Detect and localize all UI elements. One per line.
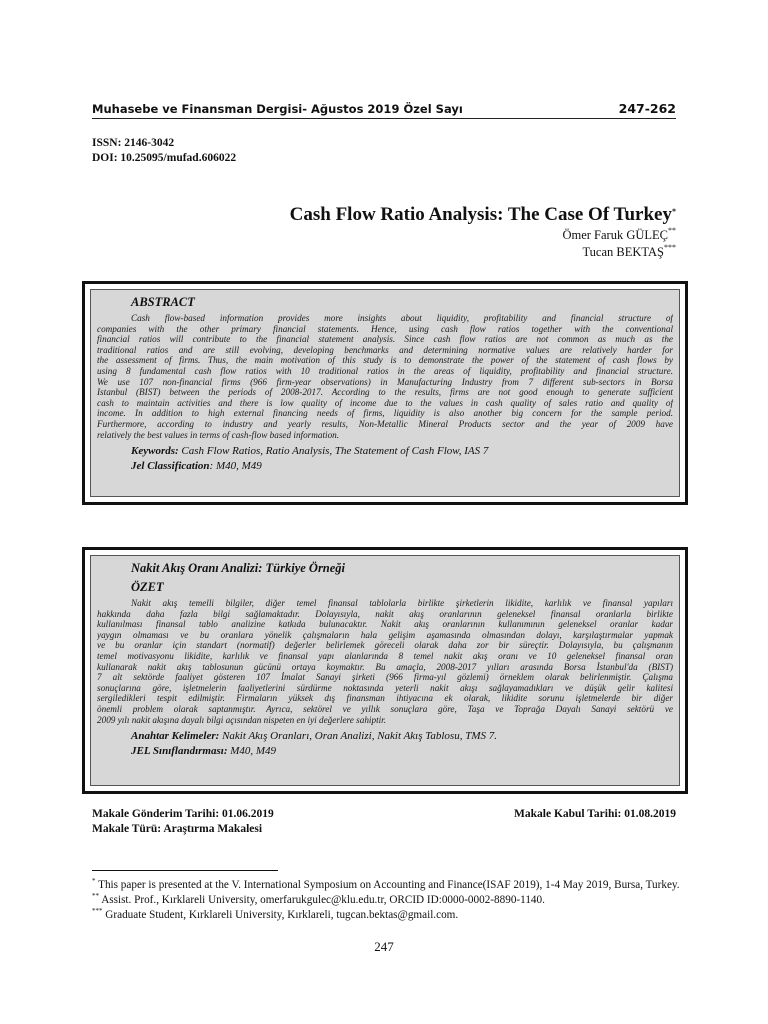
footnote: ** Assist. Prof., Kırklareli University, omerfarukgulec@klu.edu.tr, ORCID ID:0000-0002-8890-1140. [92, 892, 545, 906]
journal-title: Muhasebe ve Finansman Dergisi- Ağustos 2019 Özel Sayı [92, 102, 463, 116]
abstract-line: companies with the other primary financial statements. Hence, using cash flow ratios together with the conventional [97, 323, 673, 334]
abstract-line: We use 107 non-financial firms (966 firm-year observations) in Manufacturing Industry from 7 different sub-sectors in Borsa [97, 376, 673, 387]
ozet-line: sergiledikleri tespit edilmiştir. Firmaların yüksek dış finansman ihtiyacına ek olarak, likidite sorunu işletmelerde bir diğer [97, 693, 673, 704]
ozet-keywords: Anahtar Kelimeler: Nakit Akış Oranları, Oran Analizi, Nakit Akış Tablosu, TMS 7. [131, 730, 497, 743]
ozet-jel: JEL Sınıflandırması: M40, M49 [131, 745, 277, 758]
ozet-line: hakkında daha fazla bilgi sağlamaktadır. Dolayısıyla, nakit akış oranlarının geleneksel finansal oranlarla birlikte [97, 608, 673, 619]
abstract-box [82, 281, 688, 505]
ozet-heading: ÖZET [131, 580, 164, 594]
footnote-rule [92, 870, 278, 871]
abstract-line: relatively the best values in terms of cash-flow based information. [97, 429, 340, 440]
ozet-line: sonuçlarına göre, işletmelerin faaliyetlerini sürdürme noktasında yeterli nakit akışı sağlayamadıkları ve düşük gelir kalitesi [97, 682, 673, 693]
identifiers [92, 136, 236, 166]
footnote: *** Graduate Student, Kırklareli University, Kırklareli, tugcan.bektas@gmail.com. [92, 907, 459, 921]
abstract-jel: Jel Classification: M40, M49 [131, 460, 262, 473]
ozet-title: Nakit Akış Oranı Analizi: Türkiye Örneği [131, 561, 346, 575]
abstract-heading: ABSTRACT [131, 295, 195, 309]
paper-title: Cash Flow Ratio Analysis: The Case Of Turkey* [289, 204, 676, 225]
abstract-line: cash to maintain activities and there is low quality of income due to the values in cash quality of sales ratio and quality of [97, 397, 673, 408]
ozet-line: 2009 yılı nakit akışına dayalı bilgi açısından nispeten en iyi değerlere sahiptir. [97, 714, 387, 725]
author-1: Ömer Faruk GÜLEÇ** [562, 226, 676, 242]
page-number: 247 [374, 939, 394, 954]
abstract-line: Furthermore, according to industry and yearly results, Non-Metallic Mineral Products sector and the year of 2009 have [97, 418, 673, 429]
footnote: * This paper is presented at the V. International Symposium on Accounting and Finance(ISAF 2019), 1-4 May 2019, Bursa, Turkey. [92, 877, 680, 891]
author-2: Tucan BEKTAŞ*** [582, 243, 676, 259]
ozet-line: Nakit akış temelli bilgiler, diğer temel finansal tablolarla birlikte şirketlerin likidite, karlılık ve finansal yapıları [131, 598, 673, 608]
abstract-keywords: Keywords: Cash Flow Ratios, Ratio Analysis, The Statement of Cash Flow, IAS 7 [131, 445, 489, 458]
submission-date: Makale Gönderim Tarihi: 01.06.2019 [92, 808, 274, 820]
ozet-line: kullanılması finansal tablo analizine katkıda bulunacaktır. Nakit akış oranlarının kullanımının geleneksel oranlar kadar [97, 619, 673, 630]
ozet-body [97, 598, 673, 725]
ozet-box [82, 547, 688, 794]
footnotes [92, 878, 692, 923]
abstract-line: Istanbul (BIST) between the periods of 2008-2017. According to the results, firms are not good enough to generate sufficient [97, 387, 673, 398]
ozet-line: ve bu oranlar için standart (normatif) değerler belirlemek göreceli olarak daha zor bir süreçtir. Dolayısıyla, bu çalışmanın [97, 640, 673, 651]
abstract-line: using 8 fundamental cash flow ratios with 10 traditional ratios in the areas of liquidity, profitability and financial structure. [97, 365, 673, 376]
page-range: 247-262 [618, 101, 676, 116]
doi: DOI: 10.25095/mufad.606022 [92, 152, 237, 164]
author-1-footnote-mark: ** [668, 226, 676, 235]
abstract-line: the assessment of firms. Thus, the main motivation of this study is to demonstrate the power of the statement of cash flows by [97, 355, 673, 366]
ozet-line: önemli problem olarak saptanmıştır. Ayrıca, sektörel ve yıllık sonuçlara göre, Taşa ve Toprağa Dayalı Sanayi sektörü ve [97, 703, 673, 714]
running-header [92, 101, 676, 119]
abstract-line: traditional ratios and are still evolving, developing benchmarks and determining normative values are relatively harder for [97, 344, 673, 355]
abstract-body [97, 313, 673, 440]
ozet-panel [90, 555, 680, 786]
submission-info [92, 807, 274, 837]
ozet-line: kullanarak nakit akış tablosunun gücünü ortaya koymaktır. Bu amaçla, 2008-2017 yılları arasında Borsa İstanbul'da (BIST) [97, 661, 673, 672]
abstract-panel [90, 289, 680, 497]
issn: ISSN: 2146-3042 [92, 137, 175, 149]
ozet-line: yaygın olmaması ve bu oranlara yönelik çalışmaların hala gelişim aşamasında olmasından dolayı, karşılaştırmalar yapmak [97, 629, 673, 640]
abstract-line: financial ratios will contribute to the financial statement analysis. Since cash flow ratios are not common as much as the [97, 334, 673, 345]
ozet-line: 7 alt sektörde faaliyet gösteren 107 İmalat Sanayi şirketi (966 firma-yıl gözlemi) örneklem olarak belirlenmiştir. Çalışma [97, 672, 673, 683]
abstract-line: Cash flow-based information provides more insights about liquidity, profitability and financial structure of [131, 313, 673, 323]
article-type: Makale Türü: Araştırma Makalesi [92, 823, 263, 835]
author-2-footnote-mark: *** [664, 243, 676, 252]
ozet-line: temel motivasyonu likidite, karlılık ve finansal yapı alanlarında 8 temel nakit akış oranı ve 10 geleneksel finansal oran [97, 650, 673, 661]
title-block [290, 203, 676, 261]
abstract-line: income. In addition to high external financing needs of firms, liquidity is also another big concern for the sample period. [97, 408, 673, 419]
acceptance-date: Makale Kabul Tarihi: 01.08.2019 [514, 808, 676, 820]
title-footnote-mark: * [672, 207, 676, 216]
